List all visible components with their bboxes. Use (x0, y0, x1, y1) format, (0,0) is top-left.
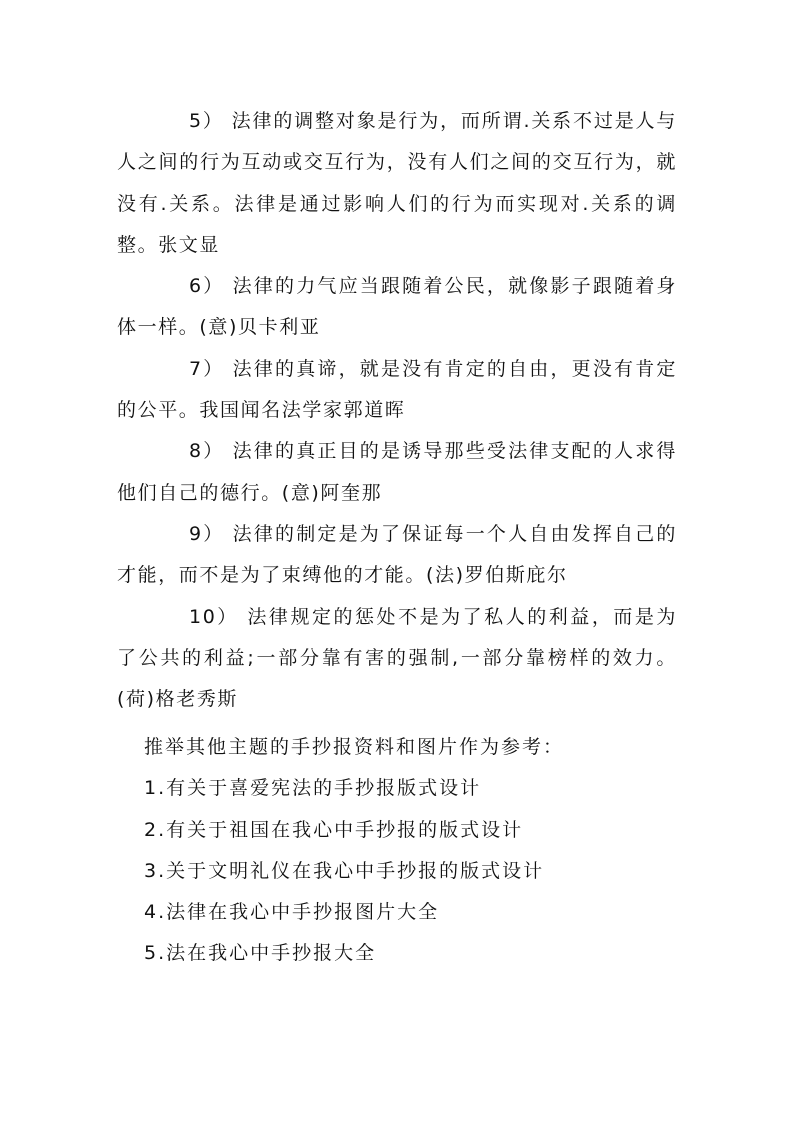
quote-paragraph-6: 6） 法律的力气应当跟随着公民，就像影子跟随着身体一样。(意)贝卡利亚 (117, 275, 677, 339)
recommendation-link-1[interactable]: 1.有关于喜爱宪法的手抄报版式设计 (144, 777, 482, 800)
recommendation-link-2[interactable]: 2.有关于祖国在我心中手抄报的版式设计 (144, 818, 524, 841)
recommendation-link-4[interactable]: 4.法律在我心中手抄报图片大全 (144, 901, 440, 924)
recommendation-section (144, 727, 684, 975)
quote-paragraph-8: 8） 法律的真正目的是诱导那些受法律支配的人求得他们自己的德行。(意)阿奎那 (117, 440, 677, 504)
quote-list (117, 101, 677, 720)
recommendation-link-3[interactable]: 3.关于文明礼仪在我心中手抄报的版式设计 (144, 859, 545, 882)
recommendation-list (144, 768, 684, 974)
recommendation-heading: 推举其他主题的手抄报资料和图片作为参考： (144, 736, 565, 758)
recommendation-link-5[interactable]: 5.法在我心中手抄报大全 (144, 942, 377, 965)
quote-paragraph-5: 5） 法律的调整对象是行为，而所谓.关系不过是人与人之间的行为互动或交互行为，没有人们之间的交互行为，就没有.关系。法律是通过影响人们的行为而实现对.关系的调整。张文显 (117, 110, 677, 256)
quote-paragraph-7: 7） 法律的真谛，就是没有肯定的自由，更没有肯定的公平。我国闻名法学家郭道晖 (117, 357, 677, 422)
quote-paragraph-9: 9） 法律的制定是为了保证每一个人自由发挥自己的才能，而不是为了束缚他的才能。(法)罗伯斯庇尔 (117, 522, 677, 587)
quote-paragraph-10: 10） 法律规定的惩处不是为了私人的利益，而是为了公共的利益;一部分靠有害的强制,一部分靠榜样的效力。(荷)格老秀斯 (117, 605, 677, 711)
